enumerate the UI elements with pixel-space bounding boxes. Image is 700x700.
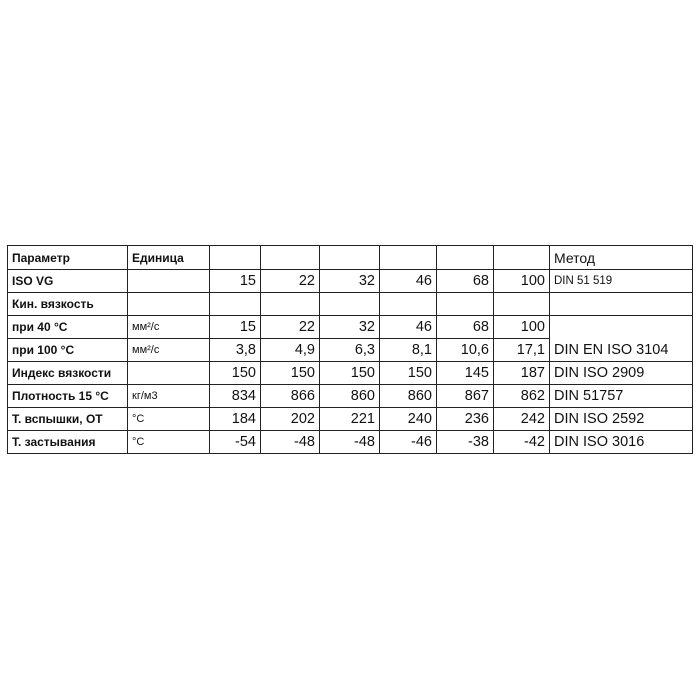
header-empty-cell [210,246,261,270]
value-cell: 4,9 [261,339,320,362]
value-cell: 100 [494,270,550,293]
value-cell: 68 [437,316,494,339]
value-cell: 17,1 [494,339,550,362]
value-cell: 32 [320,316,380,339]
table-row [8,408,693,431]
value-cell: 15 [210,316,261,339]
param-cell: ISO VG [8,270,128,293]
value-cell [261,293,320,316]
value-cell [210,293,261,316]
value-cell: -42 [494,431,550,454]
value-cell: -54 [210,431,261,454]
method-cell: DIN EN ISO 3104 [550,339,693,362]
value-cell: 860 [380,385,437,408]
unit-cell: °С [128,431,210,454]
value-cell: -46 [380,431,437,454]
value-cell: 100 [494,316,550,339]
value-cell: 187 [494,362,550,385]
header-empty-cell [437,246,494,270]
table-row [8,293,693,316]
header-empty-cell [261,246,320,270]
value-cell: 202 [261,408,320,431]
value-cell: 22 [261,270,320,293]
value-cell: 834 [210,385,261,408]
table-row [8,385,693,408]
value-cell: 68 [437,270,494,293]
method-cell [550,316,693,339]
unit-cell: °С [128,408,210,431]
value-cell: 3,8 [210,339,261,362]
param-cell: Плотность 15 °С [8,385,128,408]
unit-cell: мм²/с [128,316,210,339]
value-cell: 866 [261,385,320,408]
value-cell [380,293,437,316]
value-cell: 221 [320,408,380,431]
table-row [8,339,693,362]
param-cell: при 40 °С [8,316,128,339]
unit-cell [128,270,210,293]
value-cell: 236 [437,408,494,431]
value-cell [320,293,380,316]
param-cell: Кин. вязкость [8,293,128,316]
value-cell: 860 [320,385,380,408]
header-unit: Единица [128,246,210,270]
unit-cell [128,293,210,316]
value-cell: 150 [210,362,261,385]
value-cell: 8,1 [380,339,437,362]
param-cell: Индекс вязкости [8,362,128,385]
table-row [8,270,693,293]
value-cell: 145 [437,362,494,385]
value-cell: -38 [437,431,494,454]
value-cell [494,293,550,316]
value-cell: 150 [261,362,320,385]
header-method: Метод [550,246,693,270]
table-header-row [8,246,693,270]
method-cell [550,293,693,316]
header-empty-cell [320,246,380,270]
value-cell: 242 [494,408,550,431]
value-cell: 22 [261,316,320,339]
value-cell: 10,6 [437,339,494,362]
method-cell: DIN 51757 [550,385,693,408]
value-cell: 240 [380,408,437,431]
method-cell: DIN ISO 3016 [550,431,693,454]
table-row [8,316,693,339]
header-empty-cell [380,246,437,270]
value-cell: -48 [320,431,380,454]
param-cell: при 100 °С [8,339,128,362]
value-cell: 867 [437,385,494,408]
param-cell: Т. застывания [8,431,128,454]
value-cell: 6,3 [320,339,380,362]
value-cell: 46 [380,316,437,339]
table-row [8,362,693,385]
method-cell: DIN ISO 2592 [550,408,693,431]
unit-cell [128,362,210,385]
value-cell: 150 [320,362,380,385]
value-cell: 32 [320,270,380,293]
value-cell: 184 [210,408,261,431]
viscosity-spec-table [7,245,693,454]
method-cell: DIN ISO 2909 [550,362,693,385]
unit-cell: кг/м3 [128,385,210,408]
header-empty-cell [494,246,550,270]
unit-cell: мм²/с [128,339,210,362]
value-cell: 150 [380,362,437,385]
header-parameter: Параметр [8,246,128,270]
table-row [8,431,693,454]
method-cell: DIN 51 519 [550,270,693,293]
value-cell [437,293,494,316]
value-cell: 15 [210,270,261,293]
value-cell: -48 [261,431,320,454]
param-cell: Т. вспышки, ОТ [8,408,128,431]
value-cell: 46 [380,270,437,293]
value-cell: 862 [494,385,550,408]
